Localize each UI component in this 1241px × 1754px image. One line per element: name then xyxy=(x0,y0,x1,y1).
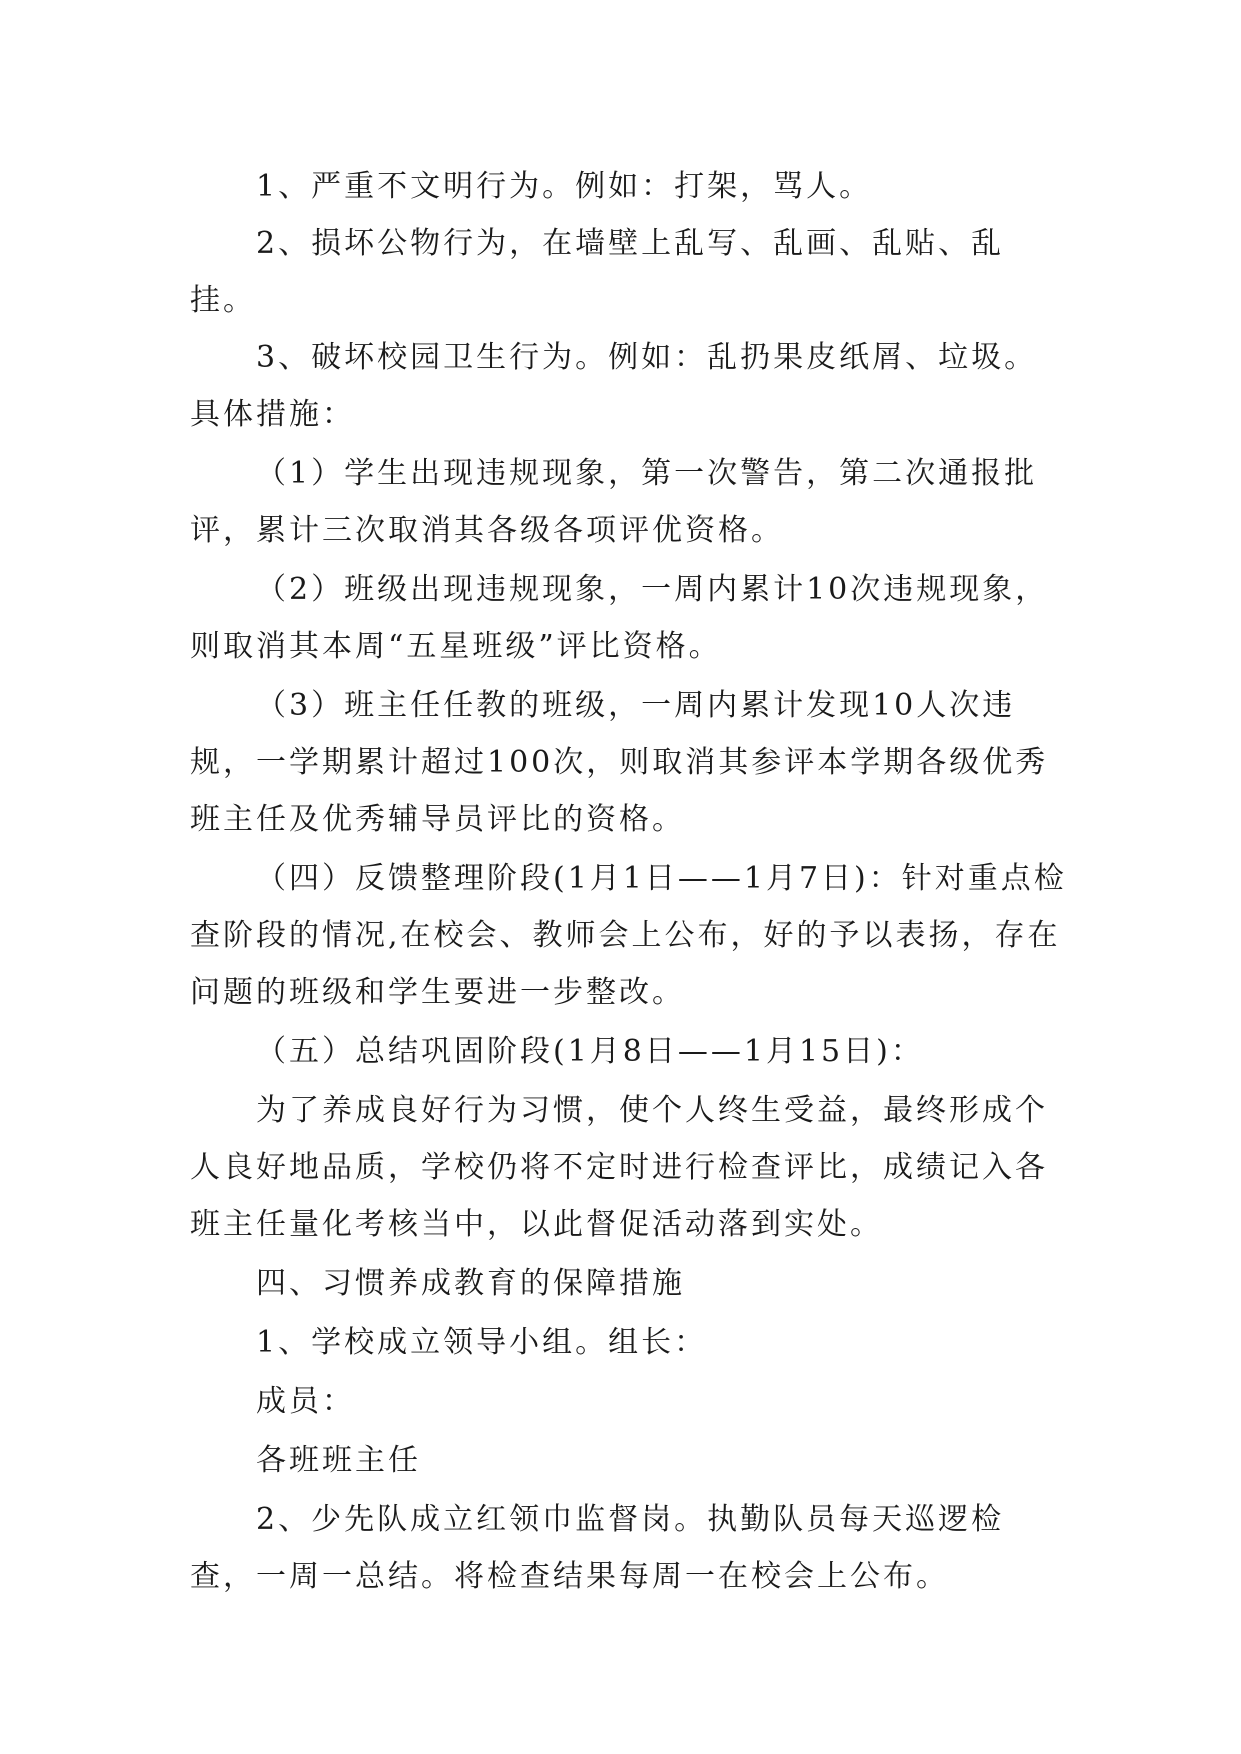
paragraph-leadership-group: 1、学校成立领导小组。组长： xyxy=(256,1325,708,1360)
paragraph-stage-4: （四）反馈整理阶段(1月1日——1月7日)：针对重点检查阶段的情况,在校会、教师会上公布，好的予以表扬，存在问题的班级和学生要进一步整改。 xyxy=(190,861,1067,1010)
paragraph-offense-1: 1、严重不文明行为。例如：打架，骂人。 xyxy=(256,169,873,204)
paragraph-stage-5-body: 为了养成良好行为习惯，使个人终生受益，最终形成个人良好地品质，学校仍将不定时进行检查评比，成绩记入各班主任量化考核当中，以此督促活动落到实处。 xyxy=(190,1093,1048,1242)
document-body xyxy=(190,158,1070,1605)
paragraph-offense-3: 3、破坏校园卫生行为。例如：乱扔果皮纸屑、垃圾。 xyxy=(256,340,1038,375)
paragraph-offense-2: 2、损坏公物行为，在墙壁上乱写、乱画、乱贴、乱挂。 xyxy=(190,226,1005,318)
paragraph-supervision-post: 2、少先队成立红领巾监督岗。执勤队员每天巡逻检查，一周一总结。将检查结果每周一在校会上公布。 xyxy=(190,1502,1005,1594)
paragraph-measures-heading: 具体措施： xyxy=(190,397,355,432)
paragraph-stage-5: （五）总结巩固阶段(1月8日——1月15日)： xyxy=(256,1034,924,1069)
paragraph-measure-3: （3）班主任任教的班级，一周内累计发现10人次违规，一学期累计超过100次，则取消其参评本学期各级优秀班主任及优秀辅导员评比的资格。 xyxy=(190,688,1049,837)
paragraph-members: 成员： xyxy=(256,1384,355,1419)
paragraph-measure-2: （2）班级出现违规现象，一周内累计10次违规现象，则取消其本周“五星班级”评比资格。 xyxy=(190,572,1049,664)
paragraph-class-teachers: 各班班主任 xyxy=(256,1443,421,1478)
paragraph-section-4-heading: 四、习惯养成教育的保障措施 xyxy=(256,1266,685,1301)
paragraph-measure-1: （1）学生出现违规现象，第一次警告，第二次通报批评，累计三次取消其各级各项评优资格。 xyxy=(190,456,1038,548)
